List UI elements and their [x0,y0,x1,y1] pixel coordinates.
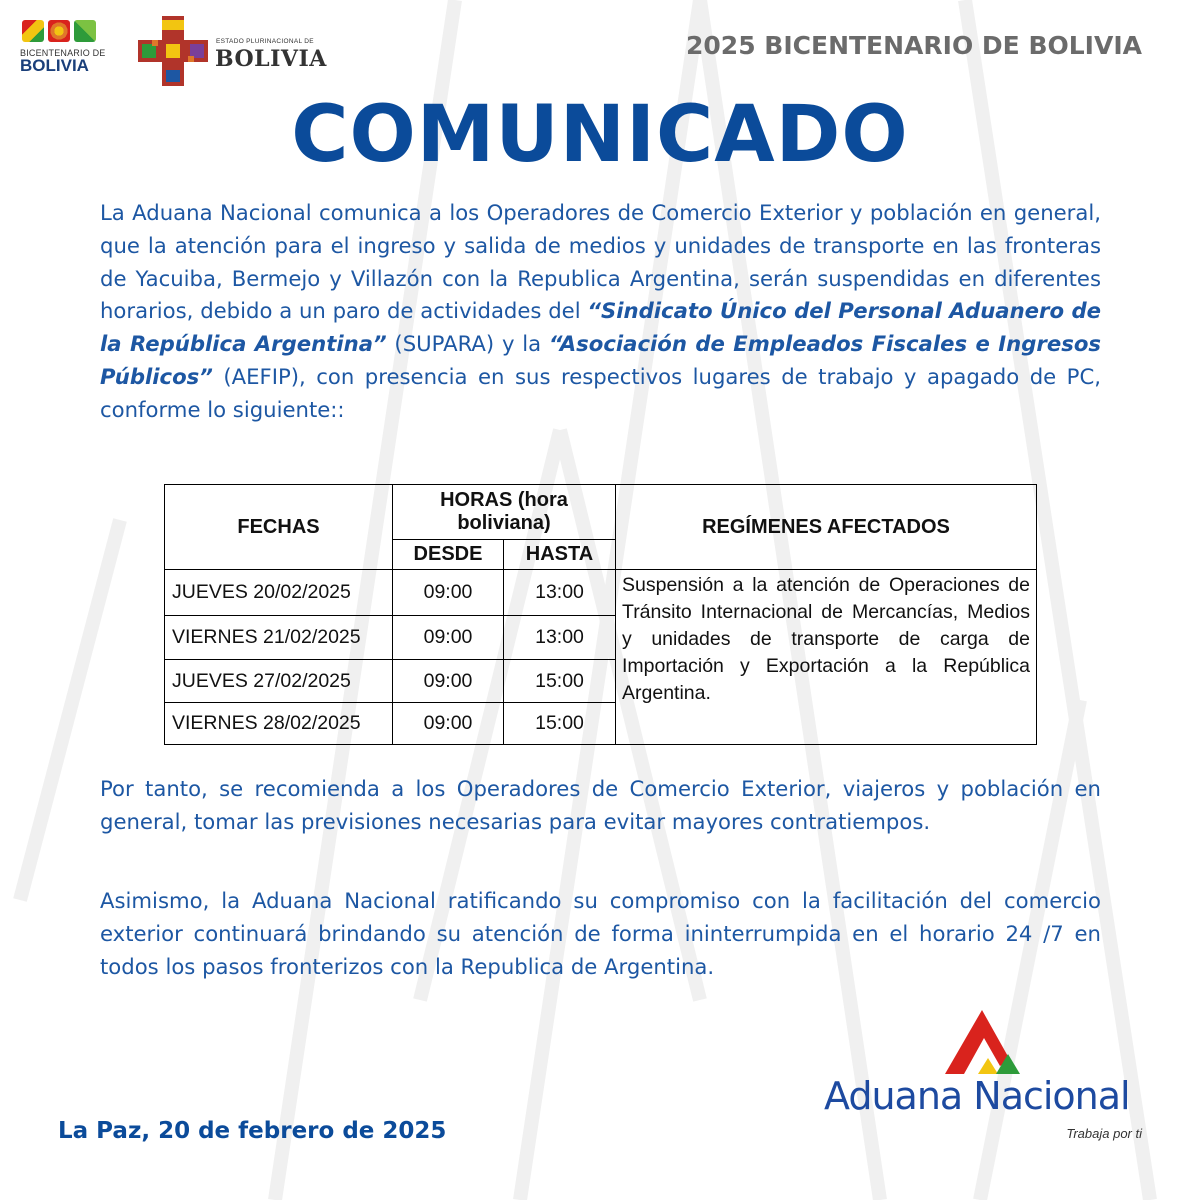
row-to: 15:00 [504,703,616,745]
row-to: 13:00 [504,570,616,616]
header-regimenes: REGÍMENES AFECTADOS [616,485,1037,570]
bicentenario-header-text: 2025 BICENTENARIO DE BOLIVIA [686,31,1142,60]
intro-text-3: (AEFIP), con presencia en sus respectivos lugares de trabajo y apagado de PC, conforme lo siguiente:: [100,363,1101,422]
bicentenario-logo-big-text: BOLIVIA [20,56,89,75]
estado-plurinacional-logo [138,16,328,88]
row-to: 15:00 [504,660,616,703]
aduana-logo-name: Aduana Nacional [824,1074,1130,1118]
intro-org-supara: “Sindicato Único del Personal Aduanero de la República Argentina” [100,298,1101,357]
intro-org-aefip: “Asociación de Empleados Fiscales e Ingresos Públicos” [100,331,1101,389]
intro-paragraph [100,197,1101,427]
row-date: VIERNES 28/02/2025 [165,703,393,745]
bicentenario-logo-small-text: BICENTENARIO DE [20,48,106,58]
estado-logo-big-text: BOLIVIA [215,46,327,72]
header-hasta: HASTA [504,540,616,570]
bicentenario-logo [20,20,110,82]
header-desde: DESDE [393,540,504,570]
aduana-nacional-logo [820,1008,1150,1150]
row-date: VIERNES 21/02/2025 [165,616,393,660]
aduana-mountain-icon [940,1008,1030,1078]
aduana-logo-slogan: Trabaja por ti [1066,1126,1142,1141]
header-horas: HORAS (hora boliviana) [393,485,616,540]
page-title: COMUNICADO [291,90,909,180]
chakana-emblem-icon [138,16,208,86]
commitment-paragraph: Asimismo, la Aduana Nacional ratificando su compromiso con la facilitación del comercio exterior continuará brindando su atención de forma ininterrumpida en el horario 24 /7 en todos los pasos fronterizos con la Republica de Argentina. [100,888,1101,979]
row-from: 09:00 [393,570,504,616]
place-date: La Paz, 20 de febrero de 2025 [58,1118,447,1144]
intro-text-2: (SUPARA) y la [386,331,549,357]
row-date: JUEVES 20/02/2025 [165,570,393,616]
estado-logo-small-text: ESTADO PLURINACIONAL DE [216,38,314,45]
recommendation-paragraph: Por tanto, se recomienda a los Operadores de Comercio Exterior, viajeros y población en general, tomar las previsiones necesarias para evitar mayores contratiempos. [100,776,1101,834]
schedule-table [164,484,1037,745]
row-from: 09:00 [393,660,504,703]
table-row [165,570,1037,616]
row-to: 13:00 [504,616,616,660]
intro-text-1: La Aduana Nacional comunica a los Operadores de Comercio Exterior y población en general, que la atención para el ingreso y salida de medios y unidades de transporte en las fronteras de Yacuiba, Bermejo y Villazón con la Republica Argentina, serán suspendidas en diferentes horarios, debido a un paro de actividades del [100,200,1101,324]
row-from: 09:00 [393,703,504,745]
bicentenario-squares-icon [22,20,110,42]
regimes-affected-text: Suspensión a la atención de Operaciones de Tránsito Internacional de Mercancías, Medios y unidades de transporte de carga de Importación y Exportación a la República Argentina. [616,570,1037,745]
row-date: JUEVES 27/02/2025 [165,660,393,703]
header-fechas: FECHAS [165,485,393,570]
row-from: 09:00 [393,616,504,660]
